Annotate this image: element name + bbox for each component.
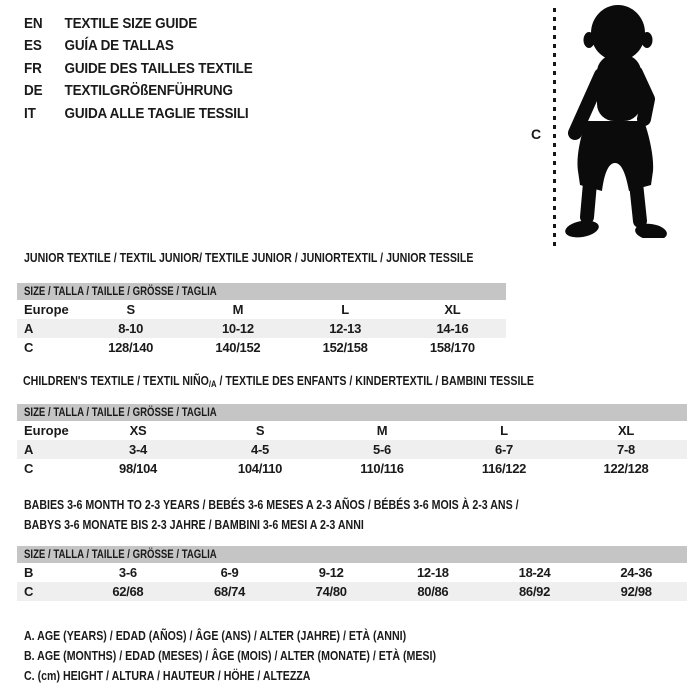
babies-textile-table [17, 546, 687, 601]
language-code: IT [24, 104, 36, 122]
language-label: GUÍA DE TALLAS [64, 37, 174, 55]
footnote-legend [24, 626, 436, 686]
language-row [24, 80, 253, 102]
size-value: 104/110 [237, 461, 283, 476]
size-value: 12-18 [416, 565, 449, 580]
size-value: XL [617, 423, 634, 438]
height-measure-label: C [531, 126, 542, 142]
title-line: BABYS 3-6 MONATE BIS 2-3 JAHRE / BAMBINI 3-6 MESI A 2-3 ANNI [24, 518, 364, 532]
size-value: 10-12 [222, 321, 254, 336]
footnote-age-years: A. AGE (YEARS) / EDAD (AÑOS) / ÂGE (ANS) / ALTER (JAHRE) / ETÀ (ANNI) [24, 629, 407, 643]
size-value: 6-7 [495, 442, 513, 457]
table-header-label: SIZE / TALLA / TAILLE / GRÖSSE / TAGLIA [24, 405, 217, 419]
size-value: 68/74 [213, 584, 246, 599]
size-value: 110/116 [360, 461, 404, 476]
toddler-silhouette-icon [556, 3, 676, 238]
language-row [24, 13, 253, 35]
size-value: M [376, 423, 388, 438]
size-value: 8-10 [118, 321, 144, 336]
size-value: 5-6 [373, 442, 391, 457]
table-row [17, 582, 687, 601]
footnote-age-months: B. AGE (MONTHS) / EDAD (MESES) / ÂGE (MOIS) / ALTER (MONATE) / ETÀ (MESI) [24, 649, 437, 663]
size-value: S [126, 302, 135, 317]
table-header [17, 283, 506, 300]
title-line: BABIES 3-6 MONTH TO 2-3 YEARS / BEBÉS 3-6 MESES A 2-3 AÑOS / BÉBÉS 3-6 MOIS À 2-3 ANS / [24, 498, 519, 512]
table-header-label: SIZE / TALLA / TAILLE / GRÖSSE / TAGLIA [24, 284, 217, 298]
size-value: 12-13 [329, 321, 361, 336]
size-value: 6-9 [220, 565, 239, 580]
table-row [17, 440, 687, 459]
size-value: 3-6 [118, 565, 137, 580]
size-value: 152/158 [322, 340, 368, 355]
table-header [17, 546, 687, 563]
junior-textile-table [17, 283, 506, 357]
babies-textile-title [24, 495, 519, 535]
size-value: 140/152 [215, 340, 261, 355]
size-value: M [232, 302, 244, 317]
language-code: ES [24, 37, 42, 55]
junior-textile-title: JUNIOR TEXTILE / TEXTIL JUNIOR/ TEXTILE JUNIOR / JUNIORTEXTIL / JUNIOR TESSILE [24, 251, 474, 265]
table-header [17, 404, 687, 421]
table-row [17, 300, 506, 319]
size-value: 116/122 [481, 461, 527, 476]
language-label: TEXTILE SIZE GUIDE [64, 15, 198, 32]
size-value: 80/86 [417, 584, 449, 599]
row-label: C [24, 584, 34, 599]
size-value: 98/104 [119, 461, 157, 476]
row-label: C [24, 340, 34, 355]
language-row [24, 58, 253, 80]
size-value: 74/80 [315, 584, 347, 599]
title-text: CHILDREN'S TEXTILE / TEXTIL NIÑO [23, 374, 209, 388]
title-subscript: /A [208, 379, 217, 389]
childrens-textile-table [17, 404, 687, 478]
language-code: EN [24, 15, 43, 32]
size-value: 4-5 [251, 442, 269, 457]
language-row [24, 103, 253, 125]
size-value: L [500, 423, 508, 438]
row-label: A [24, 321, 34, 336]
size-value: 158/170 [429, 340, 475, 355]
row-label: A [24, 442, 34, 457]
table-header-label: SIZE / TALLA / TAILLE / GRÖSSE / TAGLIA [24, 547, 217, 561]
title-text: / TEXTILE DES ENFANTS / KINDERTEXTIL / BAMBINI TESSILE [216, 374, 534, 388]
row-label: B [24, 565, 34, 580]
size-value: 9-12 [318, 565, 344, 580]
row-label: Europe [24, 423, 69, 438]
size-value: 122/128 [603, 461, 649, 476]
row-label: C [24, 461, 34, 476]
size-value: 86/92 [519, 584, 551, 599]
table-row [17, 459, 687, 478]
size-value: XS [129, 423, 147, 438]
language-label: GUIDE DES TAILLES TEXTILE [64, 59, 253, 77]
language-title-list [24, 13, 253, 125]
size-value: 3-4 [129, 442, 147, 457]
size-value: 7-8 [617, 442, 635, 457]
size-value: 14-16 [436, 321, 469, 336]
footnote-height-cm: C. (cm) HEIGHT / ALTURA / HAUTEUR / HÖHE / ALTEZZA [24, 669, 311, 683]
size-value: S [255, 423, 265, 438]
size-value: 128/140 [108, 340, 154, 355]
size-value: XL [444, 302, 461, 317]
size-value: 62/68 [112, 584, 144, 599]
language-label: GUIDA ALLE TAGLIE TESSILI [64, 104, 249, 122]
size-value: 24-36 [620, 565, 653, 580]
language-code: DE [24, 82, 43, 100]
language-label: TEXTILGRÖßENFÜHRUNG [64, 82, 233, 100]
language-code: FR [24, 59, 42, 77]
size-value: 18-24 [518, 565, 551, 580]
table-row [17, 563, 687, 582]
size-value: 92/98 [620, 584, 652, 599]
table-row [17, 338, 506, 357]
language-row [24, 35, 253, 57]
row-label: Europe [24, 302, 69, 317]
table-row [17, 319, 506, 338]
size-value: L [341, 302, 349, 317]
table-row [17, 421, 687, 440]
childrens-textile-title [23, 371, 534, 394]
